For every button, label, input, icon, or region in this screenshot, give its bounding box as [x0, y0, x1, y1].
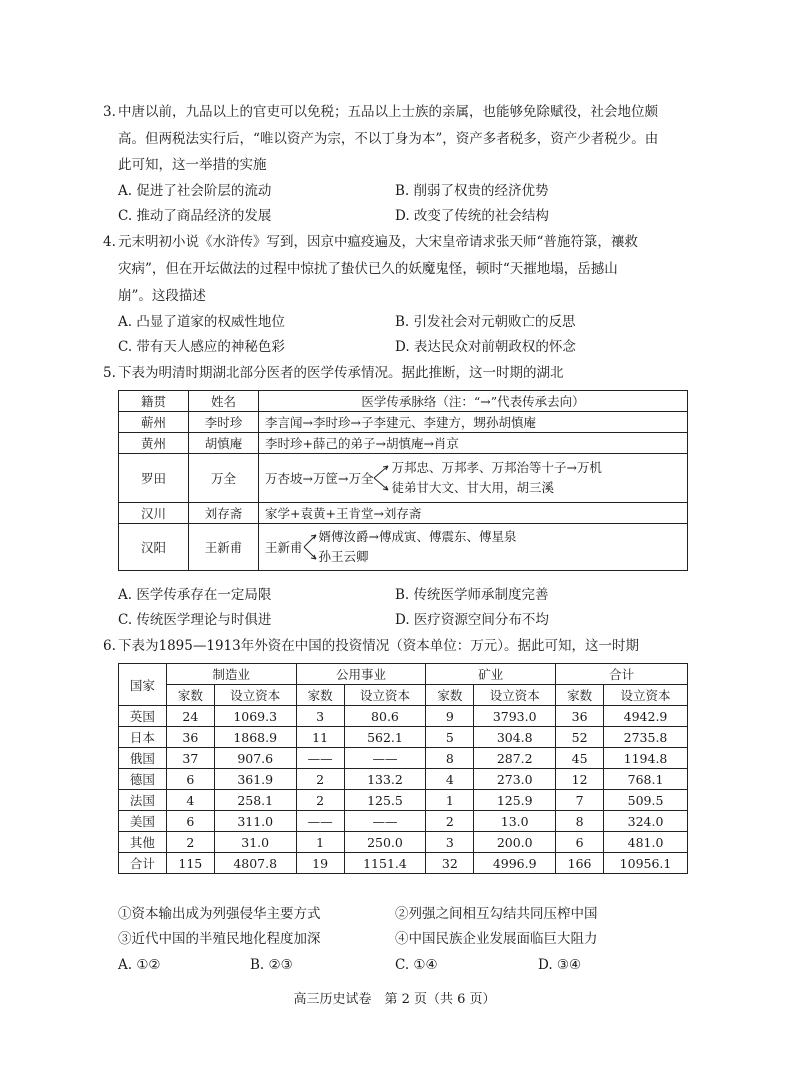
table-cell: 13.0: [474, 811, 556, 832]
table-cell: 125.9: [474, 790, 556, 811]
table-cell: 32: [426, 853, 474, 874]
q3-line-1: 中唐以前，九品以上的官吏可以免税；五品以上士族的亲属，也能够免除赋役，社会地位颇: [118, 104, 658, 120]
table-cell: 1069.3: [214, 706, 296, 727]
cell-country: 合计: [119, 853, 167, 874]
page-footer: 高三历史试卷 第 2 页（共 6 页）: [293, 992, 496, 1007]
q6-statement-3: ③近代中国的半殖民地化程度加深: [118, 931, 321, 947]
branch-arrows-icon: [303, 527, 319, 567]
table-cell: 4: [166, 790, 214, 811]
table-cell: ——: [344, 811, 426, 832]
table-cell: ——: [344, 748, 426, 769]
q4-option-b: B. 引发社会对元朝败亡的反思: [395, 314, 576, 330]
table-cell: 2: [296, 769, 344, 790]
cell-name: 王新甫: [189, 524, 259, 571]
table-cell: 250.0: [344, 832, 426, 853]
header-capital: 设立资本: [604, 685, 688, 706]
q6-statement-2: ②列强之间相互勾结共同压榨中国: [395, 906, 598, 922]
q4-line-3: 崩”。这段描述: [118, 288, 206, 304]
table-row: [119, 769, 688, 790]
table-cell: 36: [556, 706, 604, 727]
header-capital: 设立资本: [214, 685, 296, 706]
header-country: 国家: [119, 664, 167, 706]
table-cell: 509.5: [604, 790, 688, 811]
table-cell: 125.5: [344, 790, 426, 811]
q6-option-c: C. ①④: [395, 957, 438, 973]
table-cell: 200.0: [474, 832, 556, 853]
header-route: 医学传承脉络（注：“→”代表传承去向）: [259, 391, 688, 412]
header-place: 籍贯: [119, 391, 189, 412]
table-cell: 481.0: [604, 832, 688, 853]
table-cell: 6: [166, 769, 214, 790]
table-cell: 2: [426, 811, 474, 832]
cell-name: 万全: [189, 454, 259, 503]
cell-place: 汉川: [119, 503, 189, 524]
q3-number: 3.: [103, 104, 116, 120]
header-capital: 设立资本: [474, 685, 556, 706]
table-cell: 10956.1: [604, 853, 688, 874]
q3-option-a: A. 促进了社会阶层的流动: [118, 183, 272, 199]
q5-option-c: C. 传统医学理论与时俱进: [118, 612, 272, 628]
table-cell: 311.0: [214, 811, 296, 832]
header-count: 家数: [556, 685, 604, 706]
branch-up: 万邦忠、万邦孝、万邦治等十子→万机: [391, 460, 602, 475]
table-cell: 115: [166, 853, 214, 874]
table-cell: 2735.8: [604, 727, 688, 748]
cell-country: 德国: [119, 769, 167, 790]
cell-place: 罗田: [119, 454, 189, 503]
table-cell: 258.1: [214, 790, 296, 811]
q4-line-2: 灾病”，但在开坛做法的过程中惊扰了蛰伏已久的妖魔鬼怪，顿时“天摧地塌，岳撼山: [118, 261, 618, 277]
cell-name: 刘存斋: [189, 503, 259, 524]
header-utilities: 公用事业: [296, 664, 426, 685]
table-cell: 36: [166, 727, 214, 748]
cell-country: 日本: [119, 727, 167, 748]
table-cell: 11: [296, 727, 344, 748]
table-cell: 324.0: [604, 811, 688, 832]
q3-option-c: C. 推动了商品经济的发展: [118, 208, 272, 224]
table-cell: 768.1: [604, 769, 688, 790]
table-cell: 133.2: [344, 769, 426, 790]
table-cell: 4807.8: [214, 853, 296, 874]
table-row: [119, 706, 688, 727]
q5-option-d: D. 医疗资源空间分布不均: [395, 612, 549, 628]
branch-origin: 王新甫: [265, 540, 303, 555]
q4-option-a: A. 凸显了道家的权威性地位: [118, 314, 285, 330]
cell-country: 美国: [119, 811, 167, 832]
q3-option-d: D. 改变了传统的社会结构: [395, 208, 549, 224]
table-cell: 2: [296, 790, 344, 811]
cell-country: 法国: [119, 790, 167, 811]
q6-statement-1: ①资本输出成为列强侵华主要方式: [118, 906, 321, 922]
cell-route-branch: [259, 524, 688, 571]
cell-country: 俄国: [119, 748, 167, 769]
header-mining: 矿业: [426, 664, 556, 685]
table-cell: 2: [166, 832, 214, 853]
cell-country: 英国: [119, 706, 167, 727]
table-row: [119, 790, 688, 811]
q3-line-3: 此可知，这一举措的实施: [118, 157, 267, 173]
q5-line-1: 下表为明清时期湖北部分医者的医学传承情况。据此推断，这一时期的湖北: [118, 365, 564, 381]
cell-name: 胡慎庵: [189, 433, 259, 454]
table-cell: 3: [426, 832, 474, 853]
table-cell: 8: [556, 811, 604, 832]
q6-option-b: B. ②③: [250, 957, 293, 973]
q6-option-d: D. ③④: [538, 957, 582, 973]
table-cell: 52: [556, 727, 604, 748]
table-cell: 361.9: [214, 769, 296, 790]
table-row: [119, 832, 688, 853]
table-cell: 1: [296, 832, 344, 853]
table-cell: 31.0: [214, 832, 296, 853]
table-cell: 5: [426, 727, 474, 748]
q5-option-a: A. 医学传承存在一定局限: [118, 587, 272, 603]
table-cell: 1151.4: [344, 853, 426, 874]
q4-option-c: C. 带有天人感应的神秘色彩: [118, 339, 285, 355]
cell-place: 蕲州: [119, 412, 189, 433]
table-cell: 9: [426, 706, 474, 727]
table-cell: 3: [296, 706, 344, 727]
header-total: 合计: [556, 664, 688, 685]
cell-place: 黄州: [119, 433, 189, 454]
table-row: [119, 727, 688, 748]
table-cell: 6: [166, 811, 214, 832]
table-cell: 37: [166, 748, 214, 769]
header-name: 姓名: [189, 391, 259, 412]
table-cell: 3793.0: [474, 706, 556, 727]
q4-line-1: 元末明初小说《水浒传》写到，因京中瘟疫遍及，大宋皇帝请求张天师“普施符箓，禳救: [118, 234, 638, 250]
branch-up: 婿傅汝爵→傅成寅、傅震东、傅星泉: [318, 529, 517, 544]
cell-route: 家学+袁黄+王肯堂→刘存斋: [259, 503, 688, 524]
branch-origin: 万杏坡→万筐→万全: [265, 471, 374, 486]
table-cell: 4996.9: [474, 853, 556, 874]
foreign-investment-table: [118, 663, 688, 874]
table-cell: 907.6: [214, 748, 296, 769]
q6-number: 6.: [103, 638, 116, 654]
table-cell: 7: [556, 790, 604, 811]
header-count: 家数: [426, 685, 474, 706]
q3-line-2: 高。但两税法实行后，“唯以资产为宗，不以丁身为本”，资产多者税多，资产少者税少。由: [118, 131, 659, 147]
cell-route-branch: [259, 454, 688, 503]
table-cell: 562.1: [344, 727, 426, 748]
table-cell: 166: [556, 853, 604, 874]
q5-number: 5.: [103, 365, 116, 381]
table-cell: ——: [296, 811, 344, 832]
table-row: [119, 748, 688, 769]
branch-down: 徒弟甘大文、甘大用，胡三溪: [391, 480, 554, 495]
table-cell: 273.0: [474, 769, 556, 790]
table-cell: 287.2: [474, 748, 556, 769]
q5-option-b: B. 传统医学师承制度完善: [395, 587, 549, 603]
cell-country: 其他: [119, 832, 167, 853]
table-cell: 45: [556, 748, 604, 769]
table-cell: 1868.9: [214, 727, 296, 748]
q6-line-1: 下表为1895—1913年外资在中国的投资情况（资本单位：万元）。据此可知，这一时期: [118, 638, 639, 654]
q3-option-b: B. 削弱了权贵的经济优势: [395, 183, 549, 199]
branch-down: 孙王云卿: [318, 549, 369, 564]
table-cell: 19: [296, 853, 344, 874]
cell-name: 李时珍: [189, 412, 259, 433]
table-cell: 24: [166, 706, 214, 727]
table-cell: 304.8: [474, 727, 556, 748]
table-row: [119, 811, 688, 832]
cell-place: 汉阳: [119, 524, 189, 571]
cell-route: 李时珍+薛己的弟子→胡慎庵→肖京: [259, 433, 688, 454]
branch-arrows-icon: [373, 458, 391, 498]
q6-statement-4: ④中国民族企业发展面临巨大阻力: [395, 931, 598, 947]
table-cell: 80.6: [344, 706, 426, 727]
q4-number: 4.: [103, 234, 116, 250]
header-count: 家数: [296, 685, 344, 706]
header-capital: 设立资本: [344, 685, 426, 706]
table-cell: 1: [426, 790, 474, 811]
q4-option-d: D. 表达民众对前朝政权的怀念: [395, 339, 576, 355]
table-cell: ——: [296, 748, 344, 769]
table-cell: 4942.9: [604, 706, 688, 727]
header-count: 家数: [166, 685, 214, 706]
q6-option-a: A. ①②: [118, 957, 161, 973]
table-row: [119, 853, 688, 874]
cell-route: 李言闻→李时珍→子李建元、李建方，甥孙胡慎庵: [259, 412, 688, 433]
table-cell: 12: [556, 769, 604, 790]
header-manufacturing: 制造业: [166, 664, 296, 685]
table-cell: 6: [556, 832, 604, 853]
table-cell: 8: [426, 748, 474, 769]
table-cell: 4: [426, 769, 474, 790]
medical-lineage-table: [118, 390, 688, 571]
table-cell: 1194.8: [604, 748, 688, 769]
